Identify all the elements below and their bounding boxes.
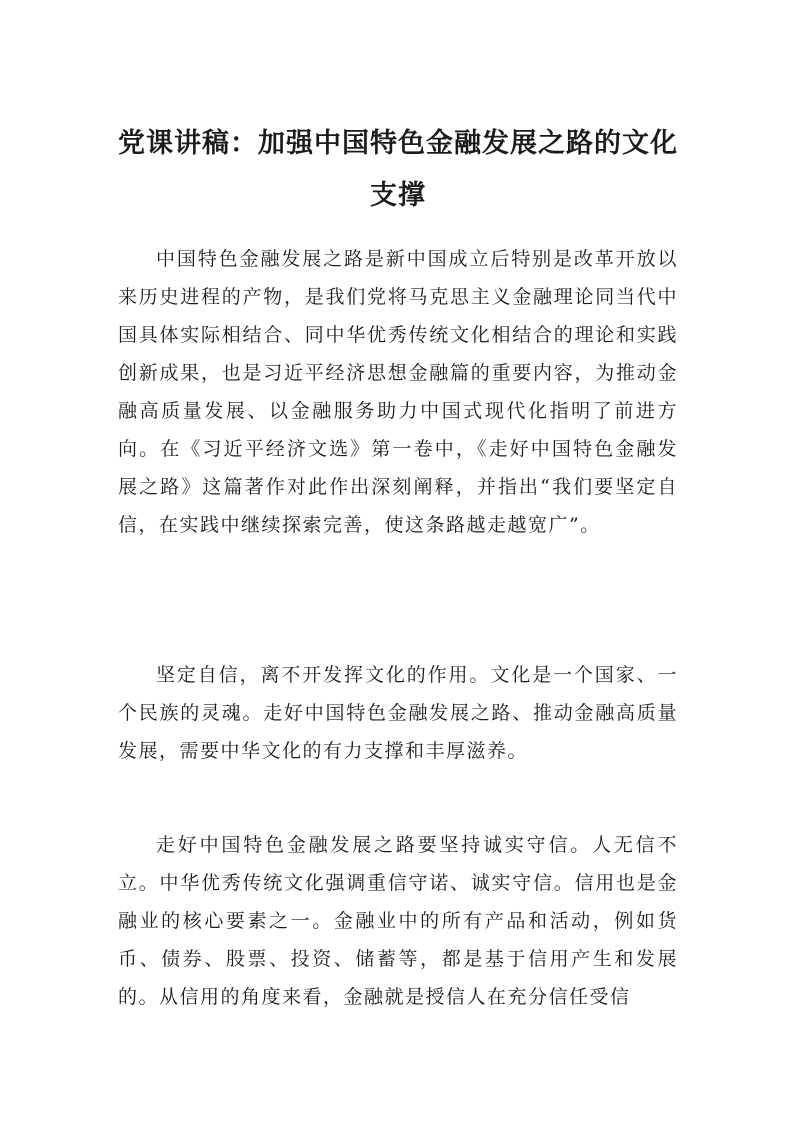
document-title: 党课讲稿：加强中国特色金融发展之路的文化支撑 [118,128,678,211]
paragraph-1: 中国特色金融发展之路是新中国成立后特别是改革开放以来历史进程的产物，是我们党将马克思主义金融理论同当代中国具体实际相结合、同中华优秀传统文化相结合的理论和实践创新成果，也是习近平经济思想金融篇的重要内容，为推动金融高质量发展、以金融服务助力中国式现代化指明了前进方向。在《习近平经济文选》第一卷中，《走好中国特色金融发展之路》这篇著作对此作出深刻阐释，并指出“我们要坚定自信，在实践中继续探索完善，使这条路越走越宽广”。 [118,248,678,536]
paragraph-2: 坚定自信，离不开发挥文化的作用。文化是一个国家、一个民族的灵魂。走好中国特色金融发展之路、推动金融高质量发展，需要中华文化的有力支撑和丰厚滋养。 [118,664,678,762]
paragraph-3: 走好中国特色金融发展之路要坚持诚实守信。人无信不立。中华优秀传统文化强调重信守诺、诚实守信。信用也是金融业的核心要素之一。金融业中的所有产品和活动，例如货币、债券、股票、投资、储蓄等，都是基于信用产生和发展的。从信用的角度来看，金融就是授信人在充分信任受信 [118,834,678,1008]
